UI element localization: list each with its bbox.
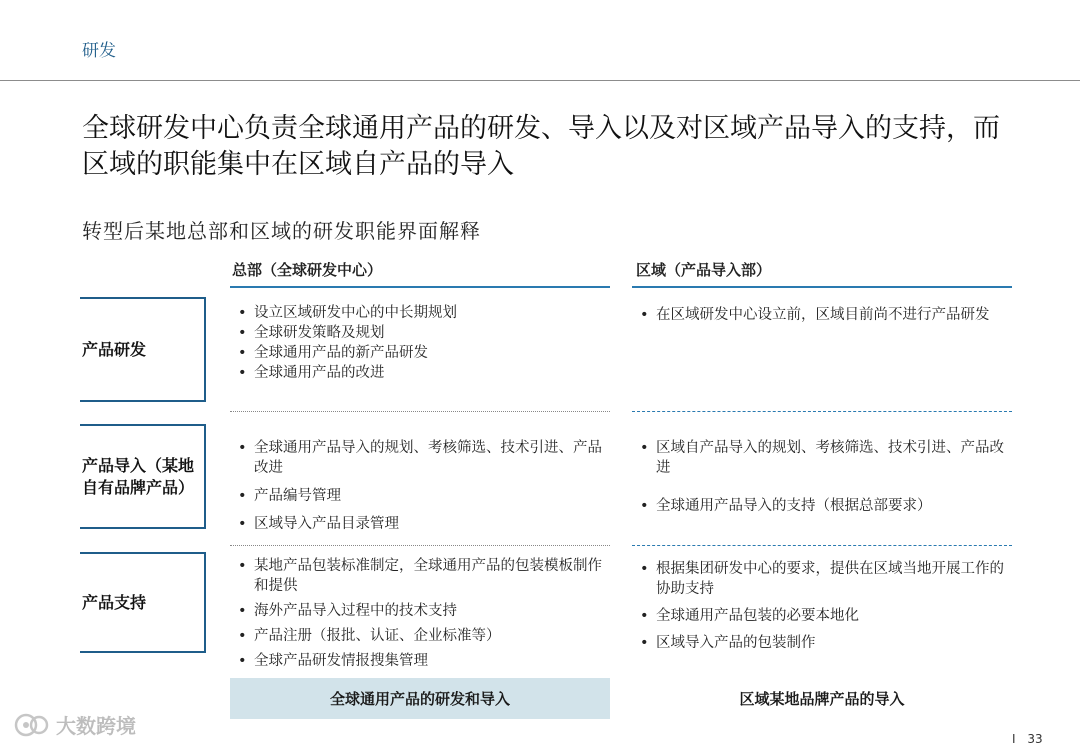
summary-region: 区域某地品牌产品的导入 [739,690,905,708]
slide-headline: 全球研发中心负责全球通用产品的研发、导入以及对区域产品导入的支持，而区域的职能集中在区域自产品的导入 [82,113,1000,180]
page-number [1012,732,1043,746]
bullet-list [232,556,610,671]
bullet-list [634,305,1012,325]
column-rule-hq [230,286,610,288]
column-rule-region [632,286,1012,288]
watermark-text: 大数跨境 [56,714,136,738]
bullet-item: • 区域导入产品的包装制作 [634,633,1012,653]
bullet-item: • 产品编号管理 [232,486,610,506]
row-label: 产品支持 [82,592,147,612]
row-label-box [80,552,206,653]
bullet-list [232,438,610,534]
slide-subheading: 转型后某地总部和区域的研发职能界面解释 [82,219,481,243]
bullet-list [634,438,1012,516]
page-marker: I [1012,732,1016,746]
bullet-item: • 全球通用产品导入的规划、考核筛选、技术引进、产品改进 [232,438,610,478]
row-divider [230,545,610,546]
bullet-item: • 全球研发策略及规划 [232,323,610,343]
column-header-region: 区域（产品导入部） [636,261,772,279]
bullet-item: • 海外产品导入过程中的技术支持 [232,601,610,621]
bullet-list [232,303,610,383]
bullet-item: • 在区域研发中心设立前，区域目前尚不进行产品研发 [634,305,1012,325]
header-divider [0,80,1080,81]
bullet-item: • 根据集团研发中心的要求，提供在区域当地开展工作的协助支持 [634,559,1012,599]
bullet-item: • 全球通用产品导入的支持（根据总部要求） [634,496,1012,516]
hq-cell-import [232,438,610,534]
region-cell-support [634,559,1012,653]
watermark [14,710,136,739]
bullet-list [634,559,1012,653]
section-label: 研发 [82,41,116,61]
bullet-item: • 全球通用产品的改进 [232,363,610,383]
bullet-item: • 产品注册（报批、认证、企业标准等） [232,626,610,646]
bullet-item: • 全球通用产品包装的必要本地化 [634,606,1012,626]
region-cell-import [634,438,1012,516]
row-label: 产品研发 [82,339,147,359]
bullet-item: • 区域导入产品目录管理 [232,514,610,534]
row-divider [230,411,610,412]
row-label-box [80,297,206,402]
bullet-item: • 区域自产品导入的规划、考核筛选、技术引进、产品改进 [634,438,1012,478]
column-header-hq: 总部（全球研发中心） [232,261,383,279]
row-divider [632,545,1012,546]
row-divider [632,411,1012,412]
hq-cell-support [232,556,610,671]
row-label: 产品导入（某地自有品牌产品） [82,455,195,497]
bullet-item: • 全球通用产品的新产品研发 [232,343,610,363]
bullet-item: • 某地产品包装标准制定，全球通用产品的包装模板制作和提供 [232,556,610,596]
bullet-item: • 全球产品研发情报搜集管理 [232,651,610,671]
row-label-box [80,424,206,529]
watermark-logo-icon [14,712,50,738]
summary-hq: 全球通用产品的研发和导入 [230,678,610,719]
hq-cell-rd [232,303,610,383]
region-cell-rd [634,305,1012,325]
bullet-item: • 设立区域研发中心的中长期规划 [232,303,610,323]
page-number-value: 33 [1027,732,1043,746]
